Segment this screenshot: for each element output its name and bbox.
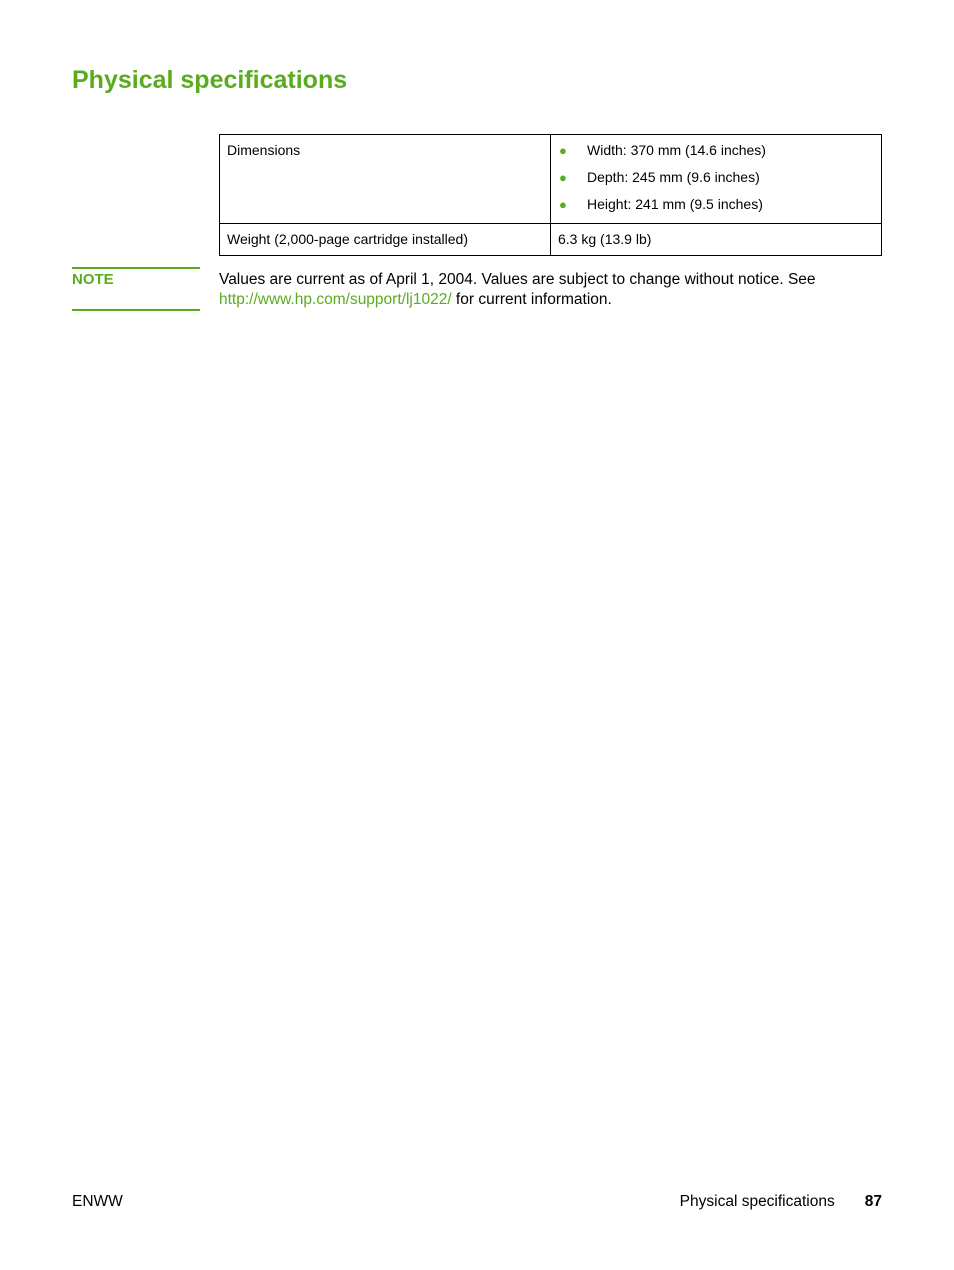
bullet-icon: ● bbox=[559, 170, 567, 185]
note-top-rule bbox=[72, 267, 200, 269]
height-text: Height: 241 mm (9.5 inches) bbox=[587, 196, 763, 212]
bullet-icon: ● bbox=[559, 197, 567, 212]
depth-text: Depth: 245 mm (9.6 inches) bbox=[587, 169, 760, 185]
page-title: Physical specifications bbox=[72, 66, 348, 94]
note-body-text: Values are current as of April 1, 2004. Values are subject to change without notice. See bbox=[219, 271, 816, 288]
weight-label-cell: Weight (2,000-page cartridge installed) bbox=[220, 224, 551, 256]
dimensions-bullet-list bbox=[558, 142, 874, 213]
width-text: Width: 370 mm (14.6 inches) bbox=[587, 142, 766, 158]
support-link[interactable]: http://www.hp.com/support/lj1022/ bbox=[219, 290, 452, 308]
list-item bbox=[558, 196, 874, 213]
note-label: NOTE bbox=[72, 271, 114, 288]
bullet-icon: ● bbox=[559, 143, 567, 158]
specifications-table bbox=[219, 134, 882, 256]
footer-right bbox=[680, 1192, 882, 1211]
list-item bbox=[558, 142, 874, 159]
footer-doc-id: ENWW bbox=[72, 1193, 123, 1210]
table-row bbox=[220, 224, 882, 256]
dimensions-label-cell: Dimensions bbox=[220, 135, 551, 224]
list-item bbox=[558, 169, 874, 186]
note-text bbox=[219, 270, 859, 309]
weight-value-cell: 6.3 kg (13.9 lb) bbox=[551, 224, 882, 256]
table-row bbox=[220, 135, 882, 224]
note-trailing-text: for current information. bbox=[451, 290, 612, 308]
footer-section-title: Physical specifications bbox=[679, 1193, 835, 1210]
dimensions-value-cell bbox=[551, 135, 882, 224]
page-number: 87 bbox=[864, 1193, 882, 1210]
note-bottom-rule bbox=[72, 309, 200, 311]
